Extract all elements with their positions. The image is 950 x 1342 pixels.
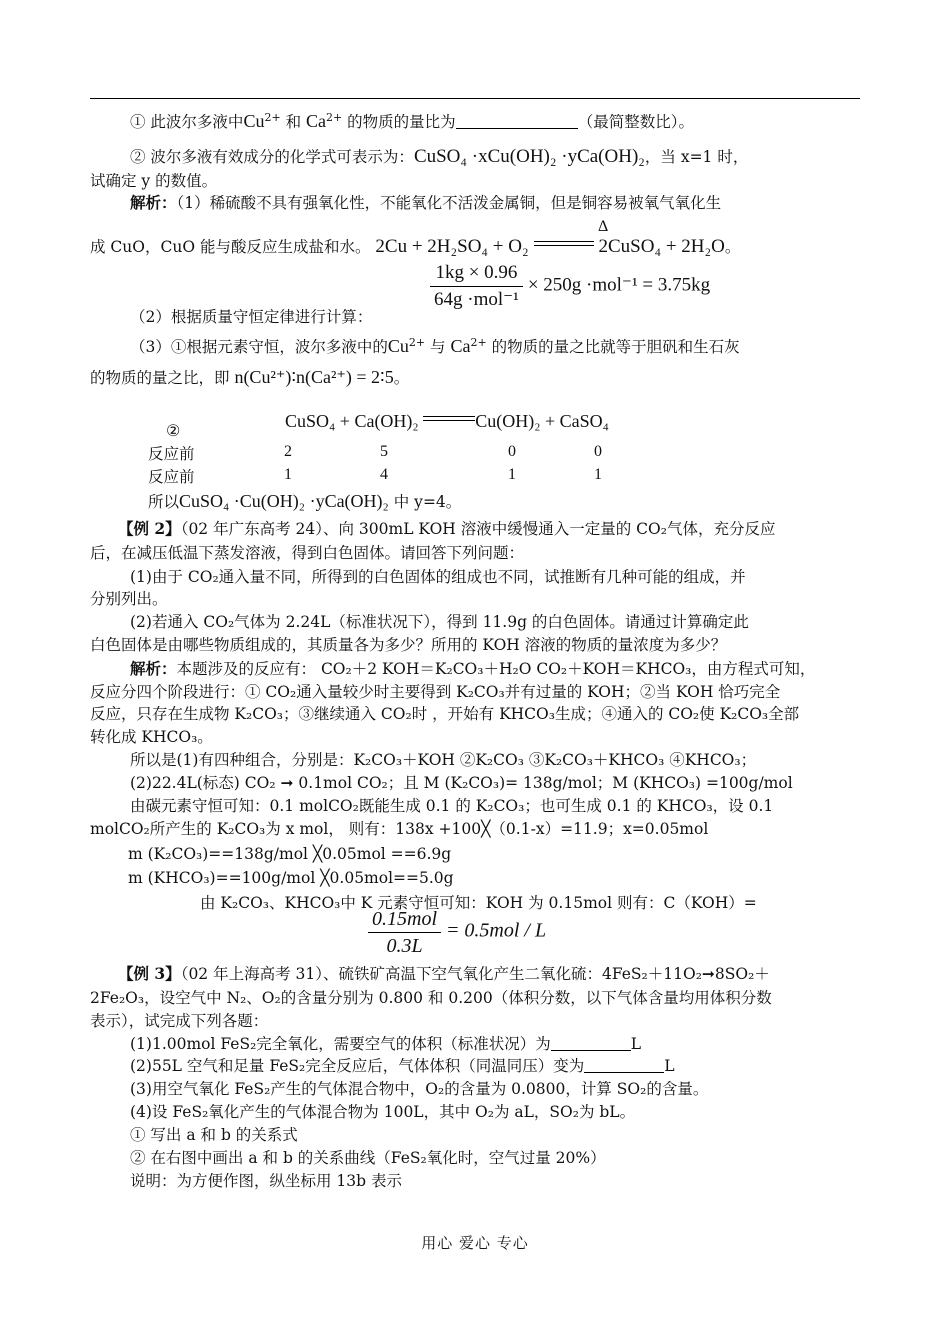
ex3-q3: (3)用空气氧化 FeS₂产生的气体混合物中，O₂的含量为 0.0800，计算 SO₂的含量。: [130, 1080, 709, 1098]
row2-cell: 4: [380, 466, 388, 483]
answer-blank: [584, 1056, 664, 1073]
ex3-note: 说明：为方便作图，纵坐标用 13b 表示: [130, 1172, 403, 1190]
ex1-analysis-3b: 的物质的量之比，即 n(Cu²⁺)∶n(Ca²⁺) = 2∶5。: [90, 367, 410, 387]
row1-cell: 5: [380, 443, 388, 460]
row-label-2: 反应前: [148, 468, 195, 486]
equals-arrow: [534, 239, 594, 249]
ex2-line-6: m (KHCO₃)==100g/mol ╳0.05mol==5.0g: [128, 869, 454, 887]
ex1-analysis-1b: 成 CuO，CuO 能与酸反应生成盐和水。 2Cu + 2H₂SO₄ + O₂ 2CuSO₄ + 2H₂O。: [90, 236, 741, 257]
ex1-q2: ② 波尔多液有效成分的化学式可表示为：CuSO₄ ·xCu(OH)₂ ·yCa(OH)₂，当 x=1 时，: [130, 146, 749, 167]
ex2-analysis-c: 反应，只存在生成物 K₂CO₃；③继续通入 CO₂时 ，开始有 KHCO₃生成；④通入的 CO₂使 K₂CO₃全部: [90, 705, 800, 723]
header-rule: [90, 98, 860, 99]
ex2-line-2: (2)22.4L(标态) CO₂ ➞ 0.1mol CO₂；且 M (K₂CO₃)= 138g/mol；M (KHCO₃) =100g/mol: [130, 774, 793, 792]
concentration-fraction: $\frac{\text{0.15mol}}{0.3L}$: [368, 908, 441, 957]
ex2-q1b: 分别列出。: [90, 590, 168, 608]
ex3-q4b: ② 在右图中画出 a 和 b 的关系曲线（FeS₂氧化时，空气过量 20%）: [130, 1149, 606, 1167]
equation-cu-oxidation: 2Cu + 2H₂SO₄ + O₂: [375, 236, 529, 257]
ex2-q2: (2)若通入 CO₂气体为 2.24L（标准状况下），得到 11.9g 的白色固体。请通过计算确定此: [130, 613, 749, 631]
ex2-line-7: 由 K₂CO₃、KHCO₃中 K 元素守恒可知：KOH 为 0.15mol 则有：C（KOH）=: [200, 894, 757, 912]
row1-cell: 0: [594, 443, 602, 460]
ex3-q1: (1)1.00mol FeS₂完全氧化，需要空气的体积（标准状况）为 L: [130, 1035, 642, 1053]
ex1-conclusion: 所以CuSO₄ ·Cu(OH)₂ ·yCa(OH)₂ 中 y=4。: [148, 491, 462, 511]
ex2-line-4: molCO₂所产生的 K₂CO₃为 x mol， 则有：138x +100╳（0.1-x）=11.9；x=0.05mol: [90, 820, 709, 838]
ex2-analysis-d: 转化成 KHCO₃。: [90, 728, 213, 746]
equation-cuso4-caoh2: CuSO₄ + Ca(OH)₂ Cu(OH)₂ + CaSO₄: [285, 411, 609, 431]
answer-blank: [456, 112, 578, 129]
row2-cell: 1: [284, 466, 292, 483]
row2-cell: 1: [508, 466, 516, 483]
ex1-analysis-2: （2）根据质量守恒定律进行计算：: [130, 308, 373, 326]
calc-fraction: $\frac{1kg \times 0.96}{\text{64g ·mol⁻¹}}$: [430, 262, 523, 311]
ex3-question: 【例 3】（02 年上海高考 31）、硫铁矿高温下空气氧化产生二氧化硫：4FeS₂＋11O₂➞8SO₂＋: [118, 964, 770, 983]
ex3-question-b: 2Fe₂O₃，设空气中 N₂、O₂的含量分别为 0.800 和 0.200（体积分数，以下气体含量均用体积分数: [90, 989, 772, 1007]
row1-cell: 2: [284, 443, 292, 460]
ex1-q2-cont: 试确定 y 的数值。: [90, 172, 218, 190]
ex2-line-1: 所以是(1)有四种组合，分别是：K₂CO₃＋KOH ②K₂CO₃ ③K₂CO₃＋KHCO₃ ④KHCO₃；: [130, 751, 757, 769]
row1-cell: 0: [508, 443, 516, 460]
ex2-question-b: 后，在减压低温下蒸发溶液，得到白色固体。请回答下列问题：: [90, 544, 525, 562]
ex1-q1: ① 此波尔多液中$Cu^{2+}$ 和 $Ca^{2+}$ 的物质的量比为 （最简整数比）。: [130, 111, 694, 131]
circle-2: ②: [166, 423, 181, 440]
row-label-1: 反应前: [148, 445, 195, 463]
ex3-q4: (4)设 FeS₂氧化产生的气体混合物为 100L，其中 O₂为 aL，SO₂为 bL。: [130, 1103, 636, 1121]
answer-blank: [551, 1034, 631, 1051]
ex3-question-c: 表示），试完成下列各题：: [90, 1012, 269, 1030]
ex2-analysis: 解析：本题涉及的反应有： CO₂＋2 KOH＝K₂CO₃＋H₂O CO₂＋KOH＝KHCO₃，由方程式可知，: [130, 659, 816, 678]
ex3-q2: (2)55L 空气和足量 FeS₂完全反应后，气体体积（同温同压）变为 L: [130, 1057, 675, 1075]
ex3-q4a: ① 写出 a 和 b 的关系式: [130, 1126, 298, 1144]
ex2-question: 【例 2】（02 年广东高考 24）、向 300mL KOH 溶液中缓慢通入一定量的 CO₂气体，充分反应: [118, 519, 776, 538]
heat-delta: Δ: [598, 218, 609, 235]
ex2-fraction: $\frac{\text{0.15mol}}{0.3L}$ = 0.5mol / L: [368, 908, 668, 957]
ex2-line-3: 由碳元素守恒可知：0.1 molCO₂既能生成 0.1 的 K₂CO₃；也可生成 0.1 的 KHCO₃，设 0.1: [130, 797, 774, 815]
ex2-analysis-b: 反应分四个阶段进行：① CO₂通入量较少时主要得到 K₂CO₃并有过量的 KOH；②当 KOH 恰巧完全: [90, 683, 781, 701]
ex2-q2b: 白色固体是由哪些物质组成的，其质量各为多少？所用的 KOH 溶液的物质的量浓度为多少？: [90, 636, 727, 654]
row2-cell: 1: [594, 466, 602, 483]
ex1-calculation: $\frac{1kg \times 0.96}{\text{64g ·mol⁻¹}}$ × 250g ·mol⁻¹ = 3.75kg: [430, 262, 830, 311]
page-footer: 用心 爱心 专心: [421, 1234, 529, 1252]
ex1-analysis-3: （3）①根据元素守恒，波尔多液中的$Cu^{2+}$ 与 $Ca^{2+}$ 的物质的量之比就等于胆矾和生石灰: [130, 336, 740, 356]
ex1-analysis-1: 解析：（1）稀硫酸不具有强氧化性，不能氧化不活泼金属铜，但是铜容易被氧气氧化生: [130, 193, 722, 212]
ex2-q1: (1)由于 CO₂通入量不同，所得到的白色固体的组成也不同，试推断有几种可能的组成，并: [130, 568, 746, 586]
ex2-line-5: m (K₂CO₃)==138g/mol ╳0.05mol ==6.9g: [128, 845, 452, 863]
